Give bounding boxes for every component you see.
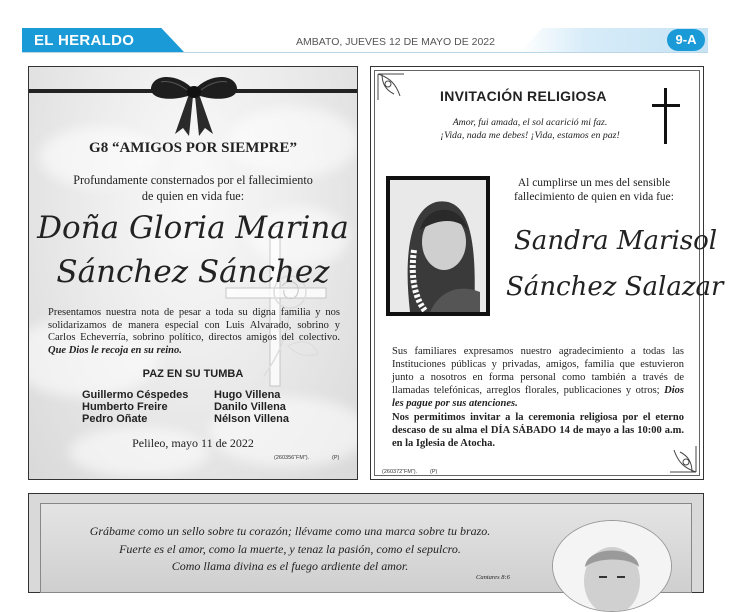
rip-heading: PAZ EN SU TUMBA	[142, 368, 244, 380]
deceased-name: Sandra Marisol	[514, 226, 718, 256]
deceased-name: Doña Gloria Marina	[37, 210, 349, 246]
gratitude-bold: Dios les pague por sus atenciones.	[392, 385, 684, 409]
ad-code-tag: (P)	[430, 469, 438, 475]
intro-line: de quien en vida fue:	[141, 189, 245, 203]
deceased-surname: Sánchez Salazar	[506, 272, 724, 302]
mass-invitation: Nos permitimos invitar a la ceremonia religiosa por el eterno descaso de su alma el DÍA SÁBADO 14 de mayo a las 10:00 a.m. en la Iglesia de Atocha.	[392, 412, 684, 449]
verse-line: Fuerte es el amor, como la muerte, y tenaz la pasión, como el sepulcro.	[119, 542, 461, 556]
mourning-ribbon-icon	[147, 70, 241, 138]
signatories-col1	[82, 389, 188, 425]
header-divider	[22, 52, 708, 53]
notice-title: G8 “AMIGOS POR SIEMPRE”	[89, 140, 297, 156]
gratitude-text: Sus familiares expresamos nuestro agradecimiento a todas las Instituciones públicas y privadas, amigos, familia que estuvieron junto a nosotros en forma personal como también a través de llamadas telefónicas, arreglos florales, publicaciones y otros;	[392, 346, 684, 396]
condolence-text: Presentamos nuestra nota de pesar a toda su digna familia y nos solidarizamos de manera especial con Luis Alvarado, sobrino y Carlos Echeverría, sobrino político, directos amigos del colectivo.	[48, 307, 340, 343]
ad-code: (260356“FM”).	[274, 455, 310, 461]
newspaper-brand[interactable]: EL HERALDO	[34, 32, 135, 49]
portrait-image	[390, 180, 486, 312]
cross-icon	[650, 88, 682, 144]
ad-code-tag: (P)	[332, 455, 340, 461]
signatory-name: Hugo Villena	[214, 389, 281, 401]
issue-date: AMBATO, JUEVES 12 DE MAYO DE 2022	[296, 36, 495, 48]
ad-code: (260372“FM”).	[382, 469, 418, 475]
signatory-name: Guillermo Céspedes	[82, 389, 189, 401]
signatory-name: Pedro Oñate	[82, 413, 148, 425]
verse-line: Grábame como un sello sobre tu corazón; llévame como una marca sobre tu brazo.	[89, 524, 491, 538]
notice-title: INVITACIÓN RELIGIOSA	[440, 88, 607, 104]
deceased-surname: Sánchez Sánchez	[56, 254, 330, 290]
page-number: 9-A	[667, 29, 705, 51]
intro-line: fallecimiento de quien en vida fue:	[514, 191, 674, 203]
intro-line: Al cumplirse un mes del sensible	[517, 177, 671, 189]
verse-line: ¡Vida, nada me debes! ¡Vida, estamos en paz!	[440, 130, 620, 141]
signatory-name: Danilo Villena	[214, 401, 286, 413]
deceased-photo	[386, 176, 490, 316]
signatories-col2	[214, 389, 289, 425]
gratitude-paragraph	[392, 345, 684, 450]
condolence-paragraph	[48, 307, 340, 357]
blessing-text: Que Dios le recoja en su reino.	[48, 344, 182, 356]
intro-text	[496, 176, 692, 204]
verse-line: Amor, fui amada, el sol acarició mi faz.	[452, 117, 608, 128]
corner-ornament-icon	[376, 72, 406, 102]
deceased-photo	[552, 520, 672, 612]
signatory-name: Nélson Villena	[214, 413, 289, 425]
verse-reference: Cantares 8:6	[476, 574, 510, 581]
place-date: Pelileo, mayo 11 de 2022	[132, 436, 254, 450]
signatory-name: Humberto Freire	[82, 401, 168, 413]
poem-verse	[410, 116, 650, 142]
intro-line: Profundamente consternados por el fallecimiento	[73, 173, 313, 187]
verse-line: Como llama divina es el fuego ardiente del amor.	[171, 559, 409, 573]
portrait-image	[553, 521, 671, 611]
